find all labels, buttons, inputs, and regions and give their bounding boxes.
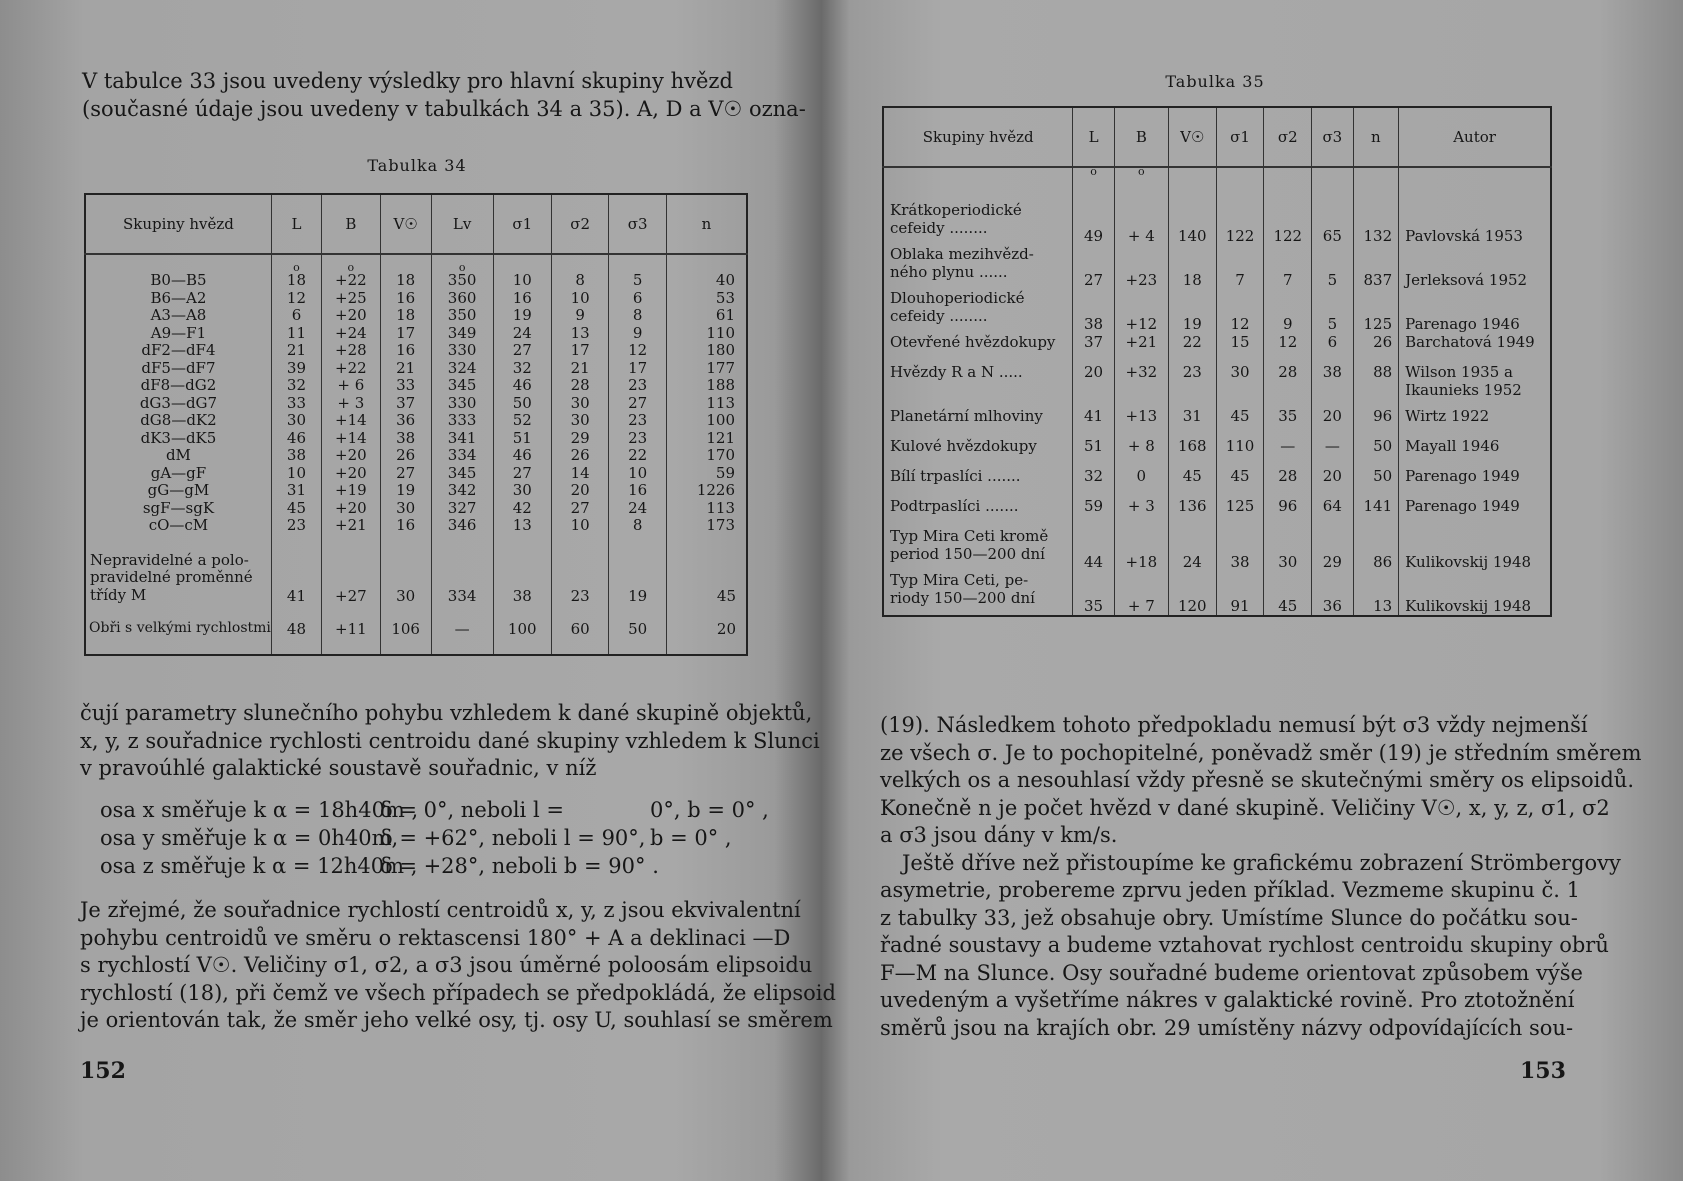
table-header-row — [883, 107, 1551, 167]
table-cell: 32 — [1073, 467, 1114, 497]
table-cell: 24 — [1168, 527, 1216, 571]
table-cell: 41 — [271, 536, 321, 606]
table-cell: +23 — [1114, 245, 1168, 289]
table-cell: 110 — [1216, 437, 1264, 467]
group-name-cell: Krátkoperiodické cefeidy ........ — [890, 201, 1022, 237]
table-cell: 38 — [1073, 289, 1114, 333]
table-cell: — — [1312, 437, 1353, 467]
table-cell: + 4 — [1114, 201, 1168, 245]
author-cell: Wirtz 1922 — [1399, 407, 1551, 437]
table-cell: 38 — [1312, 363, 1353, 407]
table-cell: 45 — [1168, 467, 1216, 497]
header-cell: σ1 — [1216, 107, 1264, 167]
intro-paragraph — [82, 68, 806, 123]
body-paragraph — [880, 712, 1642, 1042]
table-cell: 49 — [1073, 201, 1114, 245]
table-cell: 28 — [1264, 363, 1312, 407]
table-cell: 140 — [1168, 201, 1216, 245]
table-cell: 60 — [551, 606, 608, 655]
text-line: v pravoúhlé galaktické soustavě souřadnic, v níž — [80, 756, 597, 780]
text-line: směrů jsou na krajích obr. 29 umístěny názvy odpovídajících sou- — [880, 1015, 1574, 1040]
table-cell: 50 — [609, 606, 666, 655]
group-name-cell: Typ Mira Ceti kromě period 150—200 dní — [890, 527, 1049, 563]
text-line: s rychlostí V☉. Veličiny σ1, σ2, a σ3 jsou úměrné poloosám elipsoidu — [80, 953, 813, 977]
table-cell: 122 — [1264, 201, 1312, 245]
author-cell: Parenago 1949 — [1399, 467, 1551, 497]
group-name-cell: Planetární mlhoviny — [890, 407, 1043, 425]
table-cell: 45 — [1216, 407, 1264, 437]
table-35 — [882, 106, 1552, 617]
table-cell: +11 — [322, 606, 381, 655]
header-cell: B — [322, 194, 381, 254]
text-line: F—M na Slunce. Osy souřadné budeme orientovat způsobem výše — [880, 960, 1583, 985]
text-line: pohybu centroidů ve směru o rektascensi 180° + A a deklinaci —D — [80, 925, 791, 950]
table-cell: 96 — [1353, 407, 1399, 437]
author-cell: Pavlovská 1953 — [1399, 201, 1551, 245]
table-row — [883, 497, 1551, 527]
text-line: Je zřejmé, že souřadnice rychlostí centroidů x, y, z jsou ekvivalentní — [80, 898, 801, 922]
text-line: V tabulce 33 jsou uvedeny výsledky pro hlavní skupiny hvězd — [82, 69, 733, 93]
group-name-cell: Podtrpaslíci ....... — [890, 497, 1019, 515]
table-row — [883, 527, 1551, 571]
degree-row — [883, 167, 1551, 201]
formula-part: δ = +62°, neboli l = 90°, — [380, 826, 646, 850]
header-cell: Lv — [431, 194, 493, 254]
table-cell: 41 — [1073, 407, 1114, 437]
header-cell: B — [1114, 107, 1168, 167]
author-cell: Barchatová 1949 — [1399, 333, 1551, 363]
table-cell: 100 — [493, 606, 551, 655]
table-cell: — — [1264, 437, 1312, 467]
formula-row — [100, 852, 769, 880]
table-row — [883, 571, 1551, 616]
author-cell: Wilson 1935 a Ikaunieks 1952 — [1399, 363, 1551, 407]
table-cell: 36 — [1312, 571, 1353, 616]
table-row — [883, 333, 1551, 363]
axis-definitions — [100, 796, 769, 880]
table-cell: 125 — [1216, 497, 1264, 527]
table-cell: 122 — [1216, 201, 1264, 245]
degree-mark: o — [458, 261, 466, 274]
Lv-column: 350 360 350 349 330 324 345 330 333 341 334 345 342 327 346 — [447, 271, 477, 534]
table35-caption: Tabulka 35 — [1165, 72, 1265, 91]
table-cell: 136 — [1168, 497, 1216, 527]
group-name-cell: Oblaka mezihvězd- ného plynu ...... — [890, 245, 1034, 281]
formula-part: osa z směřuje k α = 12h40m , — [100, 854, 418, 878]
author-cell: Kulikovskij 1948 — [1399, 527, 1551, 571]
s3-column: 5 6 8 9 12 17 23 27 23 23 22 10 16 24 8 — [628, 271, 648, 534]
formula-part: osa x směřuje k α = 18h40m , — [100, 798, 419, 822]
page-number: 152 — [80, 1058, 126, 1084]
table-row — [883, 201, 1551, 245]
s1-column: 10 16 19 24 27 32 46 50 52 51 46 27 30 42 13 — [512, 271, 532, 534]
table-cell: 37 — [1073, 333, 1114, 363]
table-cell: +21 — [1114, 333, 1168, 363]
header-cell: σ2 — [551, 194, 608, 254]
table-cell: 106 — [380, 606, 431, 655]
table-cell: 20 — [1312, 407, 1353, 437]
header-cell: L — [271, 194, 321, 254]
table-cell: 35 — [1073, 571, 1114, 616]
table-cell: 96 — [1264, 497, 1312, 527]
table-cell: 0 — [1114, 467, 1168, 497]
table-row — [85, 254, 747, 536]
page-number: 153 — [1520, 1058, 1566, 1084]
table-cell: 20 — [666, 606, 747, 655]
table-cell: 30 — [1216, 363, 1264, 407]
header-cell: n — [666, 194, 747, 254]
table-cell: 12 — [1216, 289, 1264, 333]
table-cell: + 7 — [1114, 571, 1168, 616]
table-cell: 45 — [666, 536, 747, 606]
middle-paragraph — [80, 700, 820, 783]
table-cell: 132 — [1353, 201, 1399, 245]
table-cell: +27 — [322, 536, 381, 606]
table-row — [883, 363, 1551, 407]
table-cell: 6 — [1312, 333, 1353, 363]
table-cell: 91 — [1216, 571, 1264, 616]
table-34 — [84, 193, 748, 656]
group-name-cell: Bílí trpaslíci ....... — [890, 467, 1021, 485]
author-cell: Parenago 1946 — [1399, 289, 1551, 333]
text-line: je orientován tak, že směr jeho velké osy, tj. osy U, souhlasí se směrem — [80, 1008, 833, 1032]
table-cell: 15 — [1216, 333, 1264, 363]
table-cell: 19 — [609, 536, 666, 606]
author-cell: Kulikovskij 1948 — [1399, 571, 1551, 616]
author-cell: Jerleksová 1952 — [1399, 245, 1551, 289]
table-cell: 45 — [1264, 571, 1312, 616]
B-column: +22 +25 +20 +24 +28 +22 + 6 + 3 +14 +14 +20 +20 +19 +20 +21 — [335, 271, 367, 534]
table-row — [883, 289, 1551, 333]
V-column: 18 16 18 17 16 21 33 37 36 38 26 27 19 30 16 — [396, 271, 416, 534]
table-cell: 23 — [551, 536, 608, 606]
table-cell: +12 — [1114, 289, 1168, 333]
table-cell: 7 — [1216, 245, 1264, 289]
table-header-row — [85, 194, 747, 254]
text-line: uvedeným a vyšetříme nákres v galaktické rovině. Pro ztotožnění — [880, 988, 1575, 1012]
header-cell: V☉ — [380, 194, 431, 254]
left-page — [0, 0, 836, 1181]
table-cell: 120 — [1168, 571, 1216, 616]
group-name-cell: Hvězdy R a N ..... — [890, 363, 1023, 381]
group-name-cell: Kulové hvězdokupy — [890, 437, 1037, 455]
table-cell: 45 — [1216, 467, 1264, 497]
text-line: čují parametry slunečního pohybu vzhledem k dané skupině objektů, — [80, 701, 813, 725]
text-line: (19). Následkem tohoto předpokladu nemusí být σ3 vždy nejmenší — [880, 713, 1588, 737]
table-cell: 88 — [1353, 363, 1399, 407]
degree-mark: o — [1138, 165, 1145, 178]
degree-mark: o — [347, 261, 355, 274]
header-cell: L — [1073, 107, 1114, 167]
header-cell: σ2 — [1264, 107, 1312, 167]
header-cell: n — [1353, 107, 1399, 167]
n-column: 40 53 61 110 180 177 188 113 100 121 170 59 1226 113 173 — [696, 271, 735, 534]
table-cell: 64 — [1312, 497, 1353, 527]
formula-part: b = 0° , — [650, 826, 732, 850]
table-cell: 38 — [1216, 527, 1264, 571]
table-cell: 50 — [1353, 437, 1399, 467]
table-cell: 334 — [431, 536, 493, 606]
group-name-cell: Dlouhoperiodické cefeidy ........ — [890, 289, 1025, 325]
table-cell: 9 — [1264, 289, 1312, 333]
table-cell: 44 — [1073, 527, 1114, 571]
header-cell: σ1 — [493, 194, 551, 254]
formula-part: δ = +28°, neboli b = 90° . — [380, 854, 659, 878]
table35-body — [883, 201, 1551, 616]
table-cell: 50 — [1353, 467, 1399, 497]
group-cell: Nepravidelné a polo- pravidelné proměnné třídy M — [90, 550, 253, 604]
table-cell: 168 — [1168, 437, 1216, 467]
table-cell: 86 — [1353, 527, 1399, 571]
table-cell: 18 — [1168, 245, 1216, 289]
table-row — [85, 606, 747, 655]
L-column: 18 12 6 11 21 39 32 33 30 46 38 10 31 45 23 — [286, 271, 307, 534]
table-cell: 29 — [1312, 527, 1353, 571]
table-cell: 20 — [1312, 467, 1353, 497]
group-name-cell: Typ Mira Ceti, pe- riody 150—200 dní — [890, 571, 1035, 607]
table-cell: 22 — [1168, 333, 1216, 363]
table-cell: 7 — [1264, 245, 1312, 289]
author-cell: Mayall 1946 — [1399, 437, 1551, 467]
text-line: velkých os a nesouhlasí vždy přesně se skutečnými směry os elipsoidů. — [880, 768, 1635, 792]
table-cell: 65 — [1312, 201, 1353, 245]
table-cell: 48 — [271, 606, 321, 655]
author-cell: Parenago 1949 — [1399, 497, 1551, 527]
text-line: z tabulky 33, jež obsahuje obry. Umístíme Slunce do počátku sou- — [880, 905, 1578, 930]
text-line: asymetrie, probereme zprvu jeden příklad. Vezmeme skupinu č. 1 — [880, 878, 1580, 902]
table-cell: +18 — [1114, 527, 1168, 571]
header-cell: Skupiny hvězd — [85, 194, 271, 254]
table-cell: 35 — [1264, 407, 1312, 437]
table-row — [883, 437, 1551, 467]
table-cell: + 8 — [1114, 437, 1168, 467]
degree-mark: o — [1090, 165, 1097, 178]
table-cell: — — [431, 606, 493, 655]
table-cell: 31 — [1168, 407, 1216, 437]
table-cell: +32 — [1114, 363, 1168, 407]
table-cell: 38 — [493, 536, 551, 606]
table-cell: 12 — [1264, 333, 1312, 363]
text-line: Ještě dříve než přistoupíme ke grafickému zobrazení Strömbergovy — [902, 850, 1621, 875]
table-row — [883, 407, 1551, 437]
table34-caption: Tabulka 34 — [367, 156, 467, 175]
text-line: x, y, z souřadnice rychlosti centroidu dané skupiny vzhledem k Slunci — [80, 728, 820, 753]
text-line: rychlostí (18), při čemž ve všech případech se předpokládá, že elipsoid — [80, 980, 836, 1005]
table-cell: 51 — [1073, 437, 1114, 467]
formula-row — [100, 824, 769, 852]
formula-part: osa y směřuje k α = 0h40m, — [100, 826, 399, 850]
groups-column: B0—B5 B6—A2 A3—A8 A9—F1 dF2—dF4 dF5—dF7 dF8—dG2 dG3—dG7 dG8—dK2 dK3—dK5 dM gA—gF gG—gM sgF—sgK cO—cM — [139, 271, 218, 534]
table-cell: + 3 — [1114, 497, 1168, 527]
text-line: a σ3 jsou dány v km/s. — [880, 823, 1118, 847]
table-cell: 5 — [1312, 245, 1353, 289]
table-cell: 125 — [1353, 289, 1399, 333]
table-cell: 26 — [1353, 333, 1399, 363]
header-cell: Autor — [1399, 107, 1551, 167]
table-cell: 20 — [1073, 363, 1114, 407]
table-cell: 30 — [380, 536, 431, 606]
table-cell: 5 — [1312, 289, 1353, 333]
table-row — [883, 467, 1551, 497]
formula-part: δ = 0°, neboli l = — [380, 798, 564, 822]
table-cell: 13 — [1353, 571, 1399, 616]
group-cell: Obři s velkými rychlostmi — [89, 619, 271, 636]
text-line: Konečně n je počet hvězd v dané skupině. Veličiny V☉, x, y, z, σ1, σ2 — [880, 795, 1610, 820]
bottom-paragraph — [80, 897, 836, 1035]
text-line: řadné soustavy a budeme vztahovat rychlost centroidu skupiny obrů — [880, 933, 1609, 957]
table-cell: 19 — [1168, 289, 1216, 333]
table-cell: 27 — [1073, 245, 1114, 289]
header-cell: V☉ — [1168, 107, 1216, 167]
table-cell: 23 — [1168, 363, 1216, 407]
table-cell: 28 — [1264, 467, 1312, 497]
table-cell: 837 — [1353, 245, 1399, 289]
header-cell: σ3 — [1312, 107, 1353, 167]
formula-row — [100, 796, 769, 824]
group-name-cell: Otevřené hvězdokupy — [890, 333, 1056, 351]
formula-part: 0°, b = 0° , — [650, 798, 769, 822]
table-cell: 30 — [1264, 527, 1312, 571]
table-cell: +13 — [1114, 407, 1168, 437]
degree-mark: o — [293, 261, 300, 274]
table-cell: 59 — [1073, 497, 1114, 527]
table-cell: 141 — [1353, 497, 1399, 527]
right-page — [830, 0, 1683, 1181]
s2-column: 8 10 9 13 17 21 28 30 30 29 26 14 20 27 10 — [570, 271, 590, 534]
table-row — [85, 536, 747, 606]
text-line: ze všech σ. Je to pochopitelné, poněvadž směr (19) je středním směrem — [880, 740, 1642, 765]
header-cell: σ3 — [609, 194, 666, 254]
text-line: (současné údaje jsou uvedeny v tabulkách 34 a 35). A, D a V☉ ozna- — [82, 96, 806, 121]
header-cell: Skupiny hvězd — [883, 107, 1073, 167]
table-row — [883, 245, 1551, 289]
